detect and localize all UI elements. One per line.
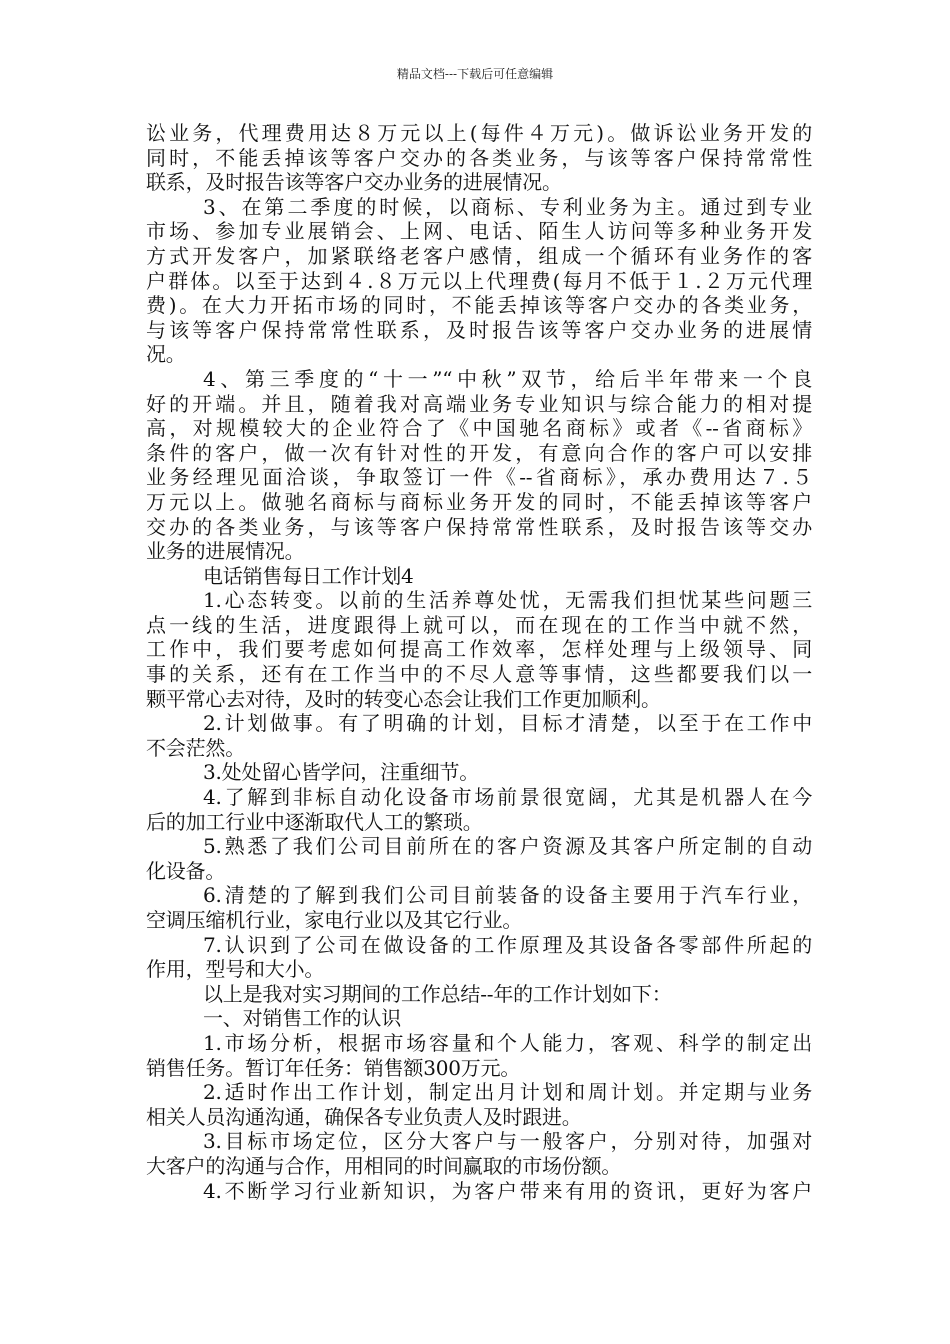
text-line: 化设备。 (146, 858, 226, 883)
text-line: 1.心态转变。以前的生活养尊处忧，无需我们担忧某些问题三 (203, 588, 812, 613)
text-line: 况。 (146, 342, 186, 367)
text-line: 4.不断学习行业新知识，为客户带来有用的资讯，更好为客户 (203, 1178, 812, 1203)
text-line: 户群体。以至于达到４.８万元以上代理费(每月不低于１.２万元代理 (146, 268, 812, 293)
text-line: 市场、参加专业展销会、上网、电话、陌生人访问等多种业务开发 (146, 219, 812, 244)
text-line: 高，对规模较大的企业符合了《中国驰名商标》或者《--省商标》 (146, 416, 812, 441)
text-line: 一、对销售工作的认识 (203, 1006, 401, 1031)
text-line: 7.认识到了公司在做设备的工作原理及其设备各零部件所起的 (203, 932, 812, 957)
page-header: 精品文档---下载后可任意编辑 (396, 67, 554, 81)
text-line: 后的加工行业中逐渐取代人工的繁琐。 (146, 809, 483, 834)
text-line: 工作中，我们要考虑如何提高工作效率，怎样处理与上级领导、同 (146, 637, 812, 662)
text-line: 4、第三季度的“十一”“中秋”双节，给后半年带来一个良 (203, 366, 812, 391)
text-line: 费)。在大力开拓市场的同时，不能丢掉该等客户交办的各类业务， (146, 293, 812, 318)
text-line: 点一线的生活，进度跟得上就可以，而在现在的工作当中就不然， (146, 612, 812, 637)
text-line: 好的开端。并且，随着我对高端业务专业知识与综合能力的相对提 (146, 391, 812, 416)
text-line: 万元以上。做驰名商标与商标业务开发的同时，不能丢掉该等客户 (146, 489, 812, 514)
text-line: 交办的各类业务，与该等客户保持常常性联系，及时报告该等交办 (146, 514, 812, 539)
text-line: 以上是我对实习期间的工作总结--年的工作计划如下： (203, 981, 672, 1006)
text-line: 颗平常心去对待，及时的转变心态会让我们工作更加顺利。 (146, 686, 661, 711)
text-line: 联系，及时报告该等客户交办业务的进展情况。 (146, 170, 562, 195)
text-line: 电话销售每日工作计划4 (203, 563, 414, 588)
text-line: 业务经理见面洽谈，争取签订一件《--省商标》，承办费用达７.５ (146, 465, 812, 490)
text-line: 5.熟悉了我们公司目前所在的客户资源及其客户所定制的自动 (203, 834, 812, 859)
text-line: 2.适时作出工作计划，制定出月计划和周计划。并定期与业务 (203, 1080, 812, 1105)
text-line: 6.清楚的了解到我们公司目前装备的设备主要用于汽车行业， (203, 883, 812, 908)
text-line: 3.目标市场定位，区分大客户与一般客户，分别对待，加强对 (203, 1129, 812, 1154)
document-body (146, 121, 812, 1203)
text-line: 同时，不能丢掉该等客户交办的各类业务，与该等客户保持常常性 (146, 145, 812, 170)
text-line: 2.计划做事。有了明确的计划，目标才清楚，以至于在工作中 (203, 711, 812, 736)
text-line: 空调压缩机行业，家电行业以及其它行业。 (146, 908, 523, 932)
text-line: 3、在第二季度的时候，以商标、专利业务为主。通过到专业 (203, 194, 812, 219)
text-line: 1.市场分析，根据市场容量和个人能力，客观、科学的制定出 (203, 1030, 812, 1055)
text-line: 条件的客户，做一次有针对性的开发，有意向合作的客户可以安排 (146, 440, 812, 465)
text-line: 大客户的沟通与合作，用相同的时间赢取的市场份额。 (146, 1153, 622, 1178)
text-line: 作用，型号和大小。 (146, 957, 325, 982)
text-line: 3.处处留心皆学问，注重细节。 (203, 760, 480, 785)
text-line: 与该等客户保持常常性联系，及时报告该等客户交办业务的进展情 (146, 317, 812, 342)
text-line: 方式开发客户，加紧联络老客户感情，组成一个循环有业务作的客 (146, 243, 812, 268)
text-line: 讼业务，代理费用达８万元以上(每件４万元)。做诉讼业务开发的 (146, 121, 812, 145)
text-line: 事的关系，还有在工作当中的不尽人意等事情，这些都要我们以一 (146, 662, 812, 687)
text-line: 4.了解到非标自动化设备市场前景很宽阔，尤其是机器人在今 (203, 785, 812, 810)
text-line: 销售任务。暂订年任务：销售额300万元。 (146, 1055, 521, 1080)
text-line: 不会茫然。 (146, 735, 245, 760)
text-line: 业务的进展情况。 (146, 539, 305, 564)
text-line: 相关人员沟通沟通，确保各专业负责人及时跟进。 (146, 1104, 582, 1129)
